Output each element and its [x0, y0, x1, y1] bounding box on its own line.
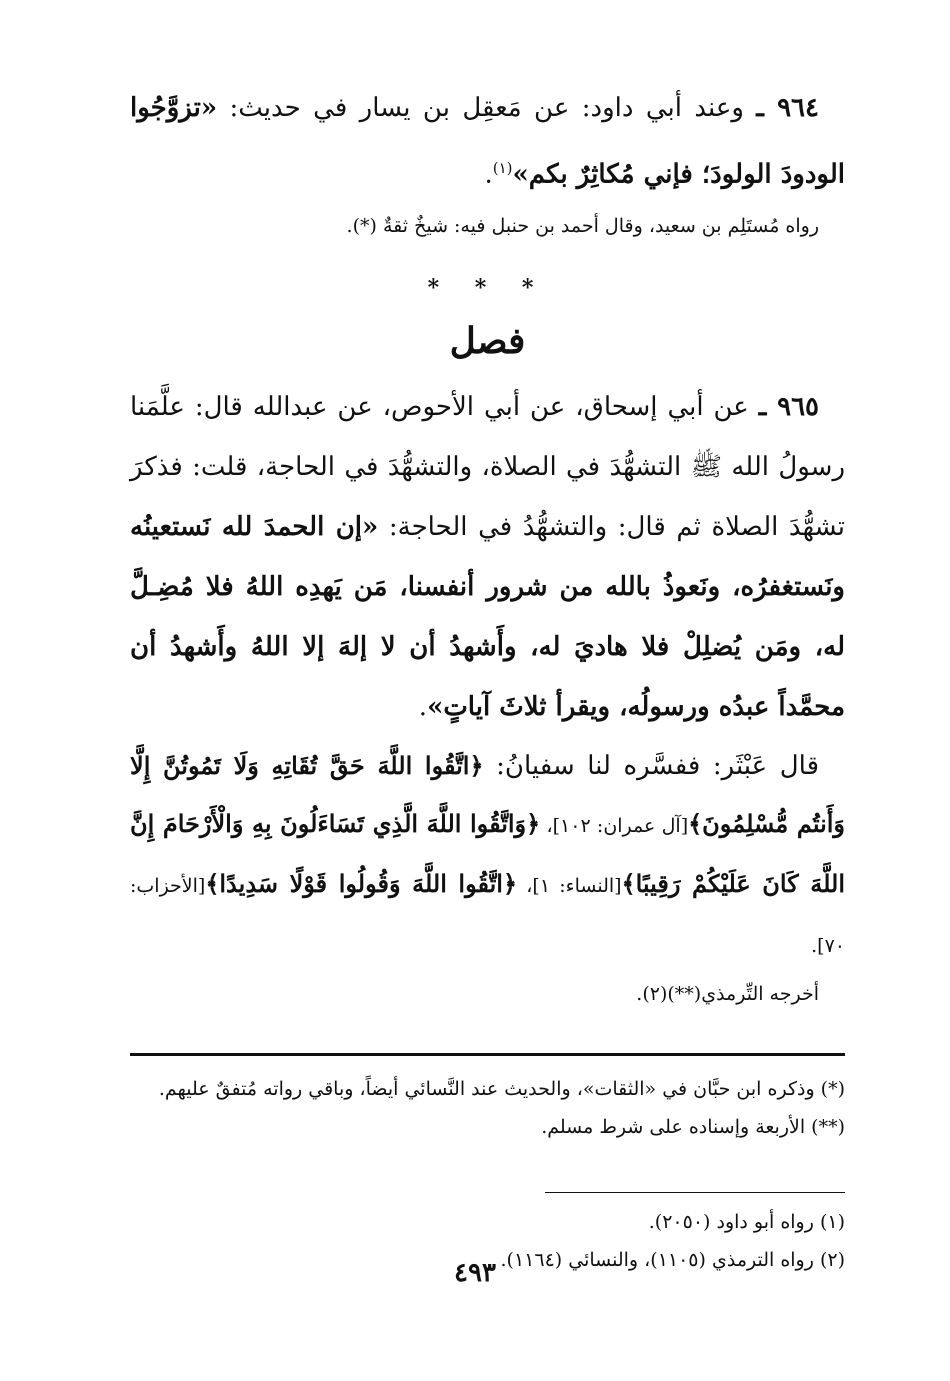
section-separator: * * * [427, 274, 548, 301]
explanation-text: قال عَبْثَر: ففسَّره لنا سفيانُ: [483, 750, 819, 781]
quran-verse-3: ﴿اتَّقُوا اللَّهَ وَقُولُوا قَوْلًا سَدِيدًا﴾ [205, 868, 518, 898]
verse-ref-1: [آل عمران: ١٠٢]، [540, 814, 689, 837]
footnote-divider [545, 1192, 845, 1193]
hadith-number: ٩٦٥ ـ [758, 391, 820, 422]
hadith-quote: «تزوَّجُوا الودودَ الولودَ؛ فإني مُكاثِرٌ بكم» [130, 93, 845, 190]
annotation-1: (*) وذكره ابن حبَّان في «الثقات»، والحديث عند النَّسائي أيضاً، وباقي رواته مُتفقٌ عليهم. [158, 1077, 845, 1100]
hadith-964 [130, 78, 845, 205]
hadith-quote: «إن الحمدَ لله نَستعينُه ونَستغفرُه، ونَعوذُ بالله من شرور أنفسنا، مَن يَهدِه اللهُ فلا مُضِـلَّ له، ومَن يُضلِلْ فلا هاديَ له، وأَشهدُ أن لا إلهَ إلا اللهُ وأَشهدُ أن محمَّداً عبدُه ورسولُه، ويقرأ ثلاثَ آياتٍ» [130, 511, 845, 722]
quran-verse-1: ﴿اتَّقُوا اللَّهَ حَقَّ تُقَاتِهِ وَلَا تَمُوتُنَّ إِلَّا وَأَنتُم مُّسْلِمُونَ﴾ [130, 750, 846, 838]
footnote-1: (١) رواه أبو داود (٢٠٥٠). [648, 1210, 845, 1233]
hadith-965-explanation [130, 737, 845, 975]
quran-verse-2: ﴿وَاتَّقُوا اللَّهَ الَّذِي تَسَاءَلُونَ بِهِ وَالْأَرْحَامَ إِنَّ اللَّهَ كَانَ عَلَيْكُمْ رَقِيبًا﴾ [130, 808, 845, 898]
hadith-text: عن أبي إسحاق، عن أبي الأحوص، عن عبدالله قال: علَّمَنا رسولُ الله ﷺ التشهُّدَ في الصلاة، والتشهُّدَ في الحاجة، قلت: فذكرَ تشهُّدَ الصلاة ثم قال: والتشهُّدُ في الحاجة: [130, 391, 845, 542]
section-title: فصل [449, 319, 526, 362]
period: . [484, 159, 493, 190]
hadith-965-note: أخرجه التِّرمذي(**)(٢). [636, 982, 819, 1005]
period: . [418, 691, 428, 722]
hadith-text: وعند أبي داود: عن مَعقِل بن يسار في حديث: [217, 93, 757, 123]
annotation-2: (**) الأربعة وإسناده على شرط مسلم. [541, 1115, 845, 1138]
verse-ref-3: [الأحزاب: ٧٠]. [130, 874, 845, 957]
page-number: ٤٩٣ [454, 1258, 496, 1288]
footnote-ref: (١) [492, 159, 513, 177]
annotation-divider [130, 1053, 845, 1056]
hadith-965 [130, 377, 845, 737]
footnote-2: (٢) رواه الترمذي (١١٠٥)، والنسائي (١١٦٤). [500, 1248, 845, 1271]
verse-ref-2: [النساء: ١]، [517, 874, 622, 897]
hadith-number: ٩٦٤ ـ [756, 93, 819, 123]
hadith-964-note: رواه مُستَلِم بن سعيد، وقال أحمد بن حنبل فيه: شيخٌ ثقةٌ (*). [346, 214, 819, 237]
book-page [130, 78, 845, 1381]
